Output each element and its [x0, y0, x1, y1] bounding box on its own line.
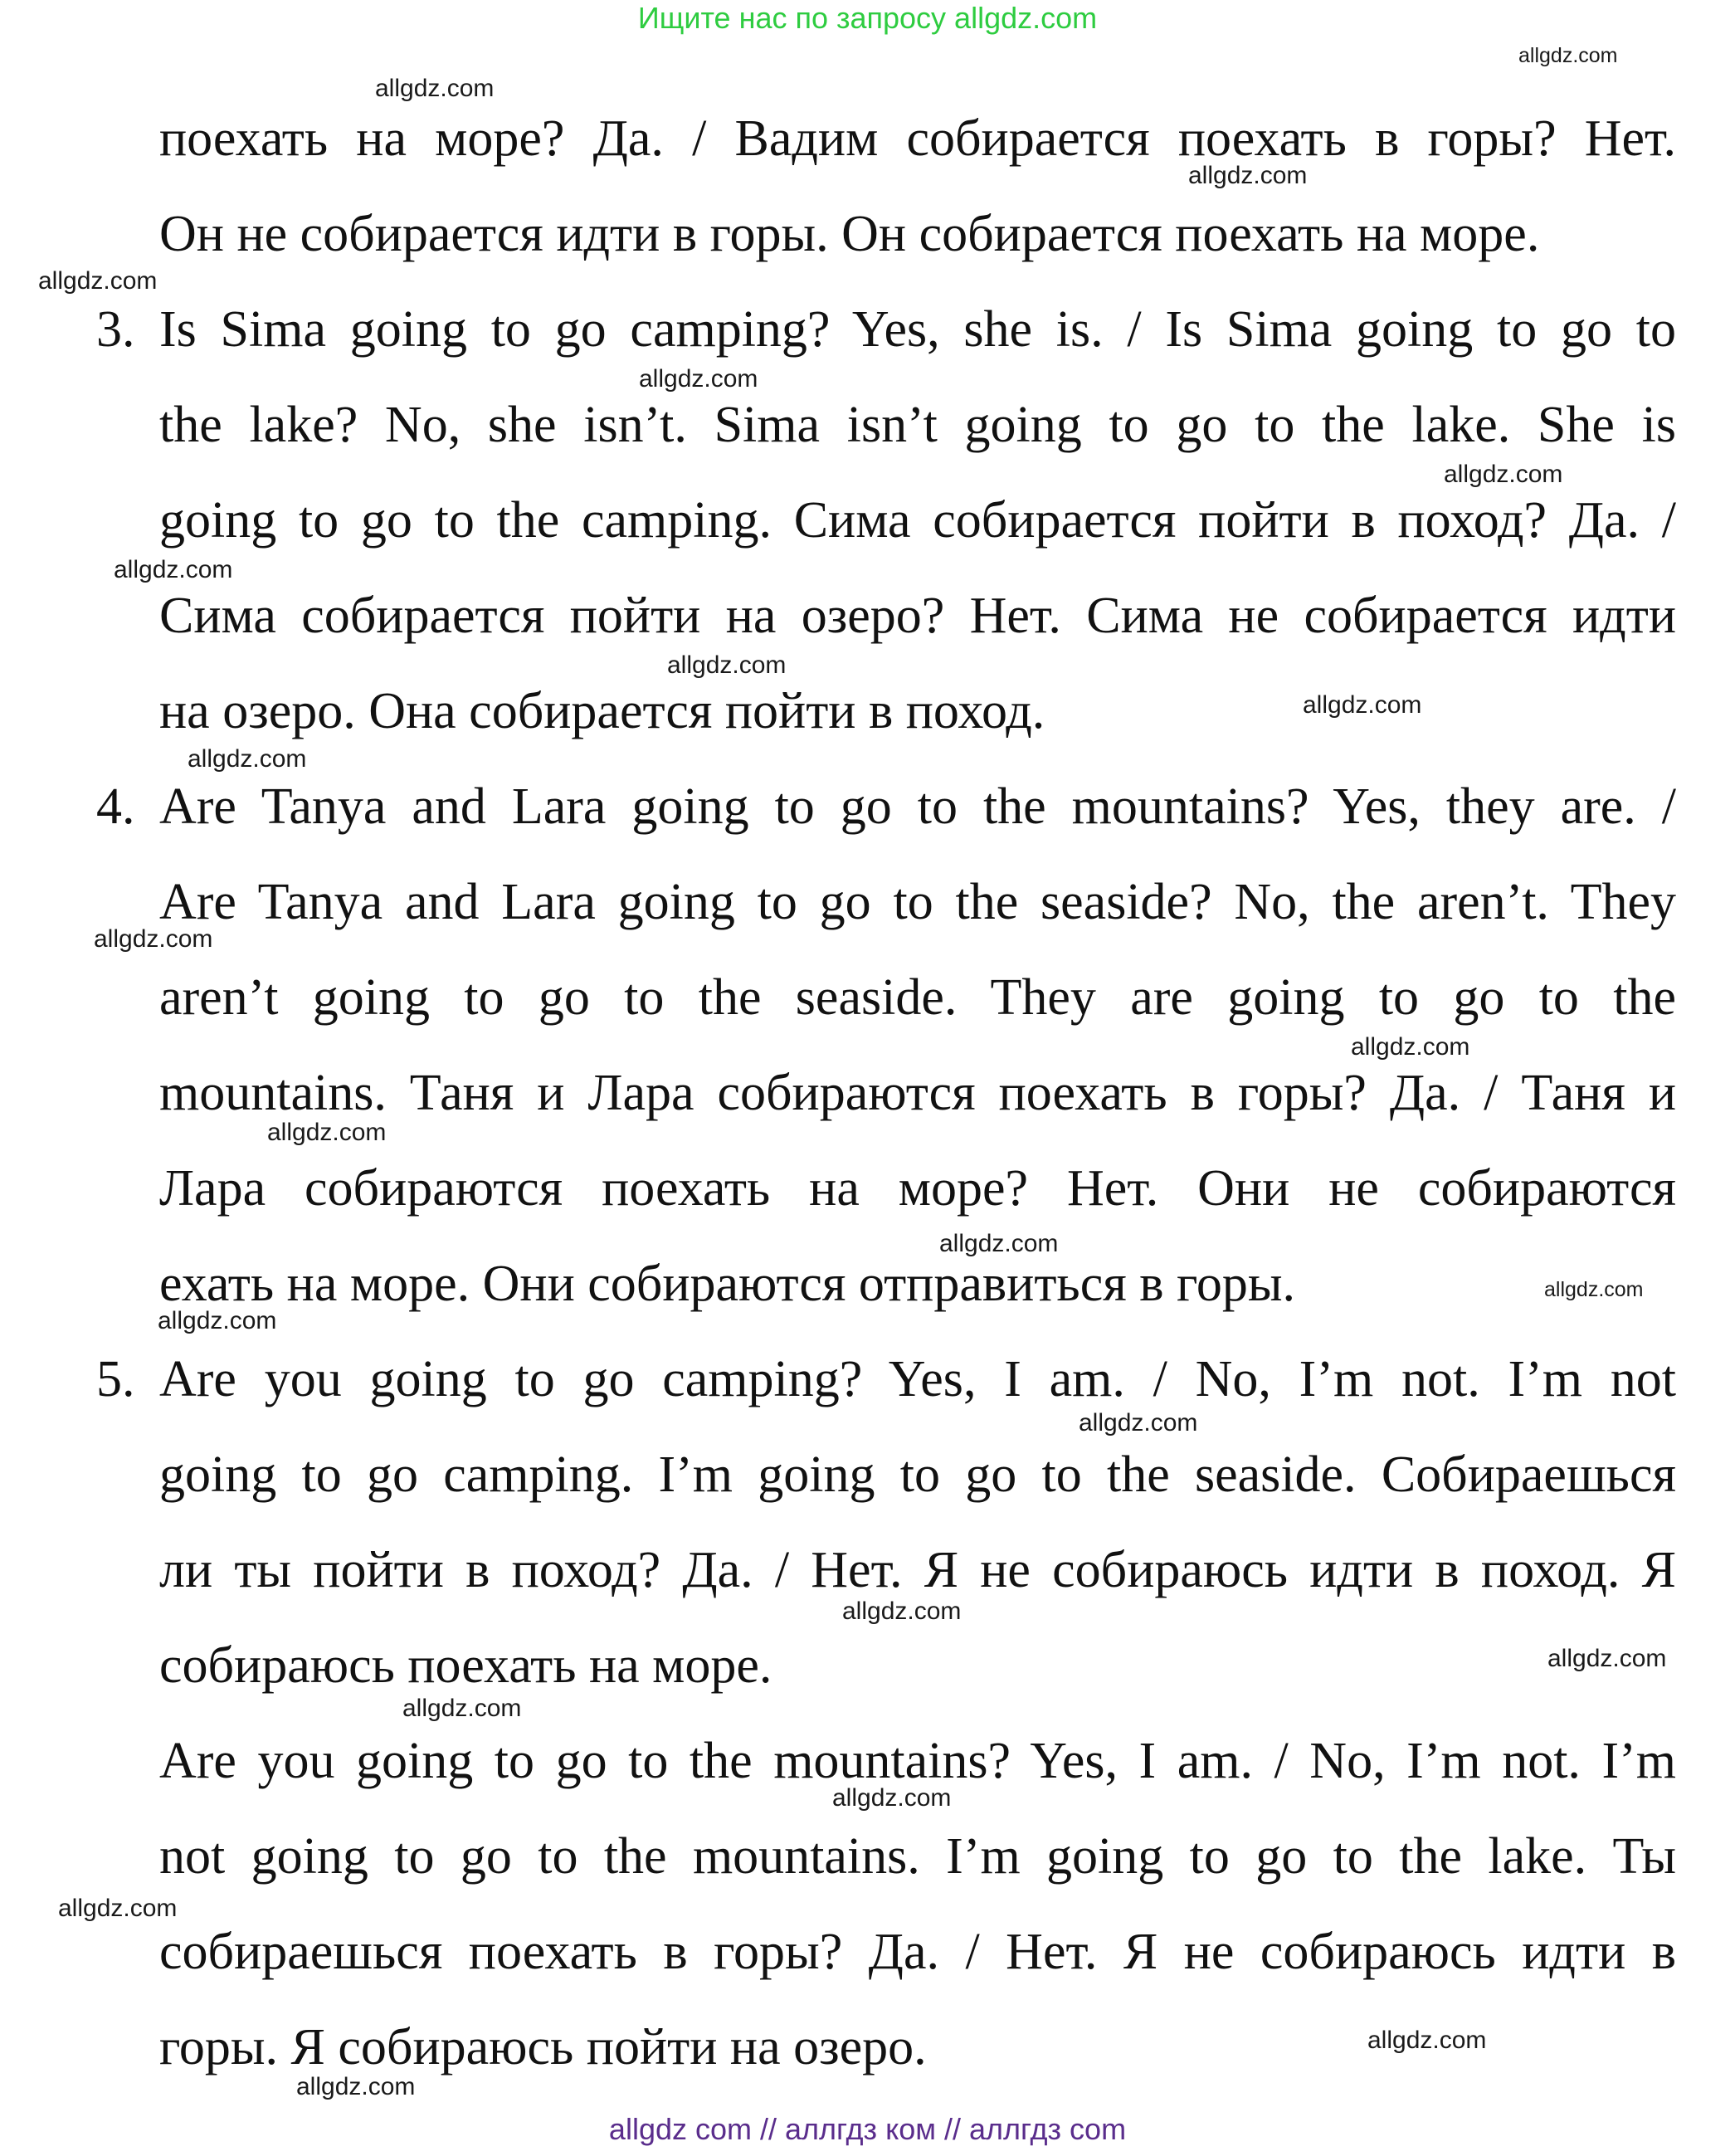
watermark: allgdz.com — [1367, 2027, 1487, 2054]
text-line — [96, 1332, 1676, 1427]
watermark: allgdz.com — [296, 2073, 416, 2100]
watermark: allgdz.com — [1188, 162, 1308, 189]
item-number: 3. — [96, 301, 135, 358]
watermark: allgdz.com — [402, 1695, 522, 1722]
watermark: allgdz.com — [267, 1119, 387, 1146]
watermark: allgdz.com — [842, 1597, 962, 1625]
watermark: allgdz.com — [94, 925, 213, 953]
text-line: на озеро. Она собирается пойти в поход. — [159, 683, 1045, 739]
text-line: поехать на море? Да. / Вадим собирается поехать в горы? Нет. — [159, 110, 1676, 167]
text-line: собираешься поехать в горы? Да. / Нет. Я не собираюсь идти в — [159, 1924, 1676, 1980]
watermark: allgdz.com — [114, 556, 233, 583]
watermark: allgdz.com — [38, 267, 158, 295]
text-line: aren’t going to go to the seaside. They are going to go to the — [159, 969, 1676, 1026]
watermark: allgdz.com — [939, 1230, 1059, 1257]
text-line: mountains. Таня и Лара собираются поехать в горы? Да. / Таня и — [159, 1065, 1676, 1121]
text-line: the lake? No, she isn’t. Sima isn’t going to go to the lake. She is — [159, 397, 1676, 453]
watermark: allgdz.com — [1351, 1033, 1470, 1061]
line-text: Is Sima going to go camping? Yes, she is. / Is Sima going to go to — [159, 301, 1676, 358]
text-line: Он не собирается идти в горы. Он собирается поехать на море. — [159, 206, 1540, 262]
watermark: allgdz.com — [1303, 691, 1422, 719]
text-line: ли ты пойти в поход? Да. / Нет. Я не собираюсь идти в поход. Я — [159, 1542, 1676, 1598]
item-number: 4. — [96, 778, 135, 835]
text-line: going to go camping. I’m going to go to the seaside. Собираешься — [159, 1446, 1676, 1503]
line-text: Are you going to go camping? Yes, I am. / No, I’m not. I’m not — [159, 1351, 1676, 1407]
item-number: 5. — [96, 1351, 135, 1407]
watermark: allgdz.com — [375, 75, 495, 102]
line-text: Are Tanya and Lara going to go to the mountains? Yes, they are. / — [159, 778, 1676, 835]
watermark: allgdz.com — [158, 1307, 277, 1334]
watermark: allgdz.com — [1079, 1409, 1198, 1437]
text-line — [96, 759, 1676, 855]
text-line: ехать на море. Они собираются отправиться в горы. — [159, 1256, 1296, 1312]
watermark: allgdz.com — [832, 1784, 952, 1812]
watermark: allgdz.com — [1518, 44, 1618, 67]
bottom-banner: allgdz com // аллгдз ком // аллгдз com — [608, 2112, 1127, 2146]
text-line — [96, 282, 1676, 378]
top-banner: Ищите нас по запросу allgdz.com — [637, 1, 1098, 35]
watermark: allgdz.com — [1544, 1278, 1644, 1301]
watermark: allgdz.com — [639, 365, 758, 393]
watermark: allgdz.com — [1444, 461, 1563, 488]
watermark: allgdz.com — [1547, 1645, 1667, 1672]
text-line: Are Tanya and Lara going to go to the seaside? No, the aren’t. They — [159, 874, 1676, 930]
text-line: going to go to the camping. Сима собирается пойти в поход? Да. / — [159, 492, 1676, 549]
text-line: Лара собираются поехать на море? Нет. Они не собираются — [159, 1160, 1676, 1217]
text-line: горы. Я собираюсь пойти на озеро. — [159, 2019, 927, 2076]
watermark: allgdz.com — [667, 651, 787, 679]
text-line: собираюсь поехать на море. — [159, 1637, 772, 1694]
watermark: allgdz.com — [58, 1895, 178, 1922]
watermark: allgdz.com — [188, 745, 307, 773]
text-line: not going to go to the mountains. I’m going to go to the lake. Ты — [159, 1828, 1676, 1885]
text-line: Сима собирается пойти на озеро? Нет. Сима не собирается идти — [159, 588, 1676, 644]
text-line: Are you going to go to the mountains? Yes, I am. / No, I’m not. I’m — [159, 1733, 1676, 1789]
